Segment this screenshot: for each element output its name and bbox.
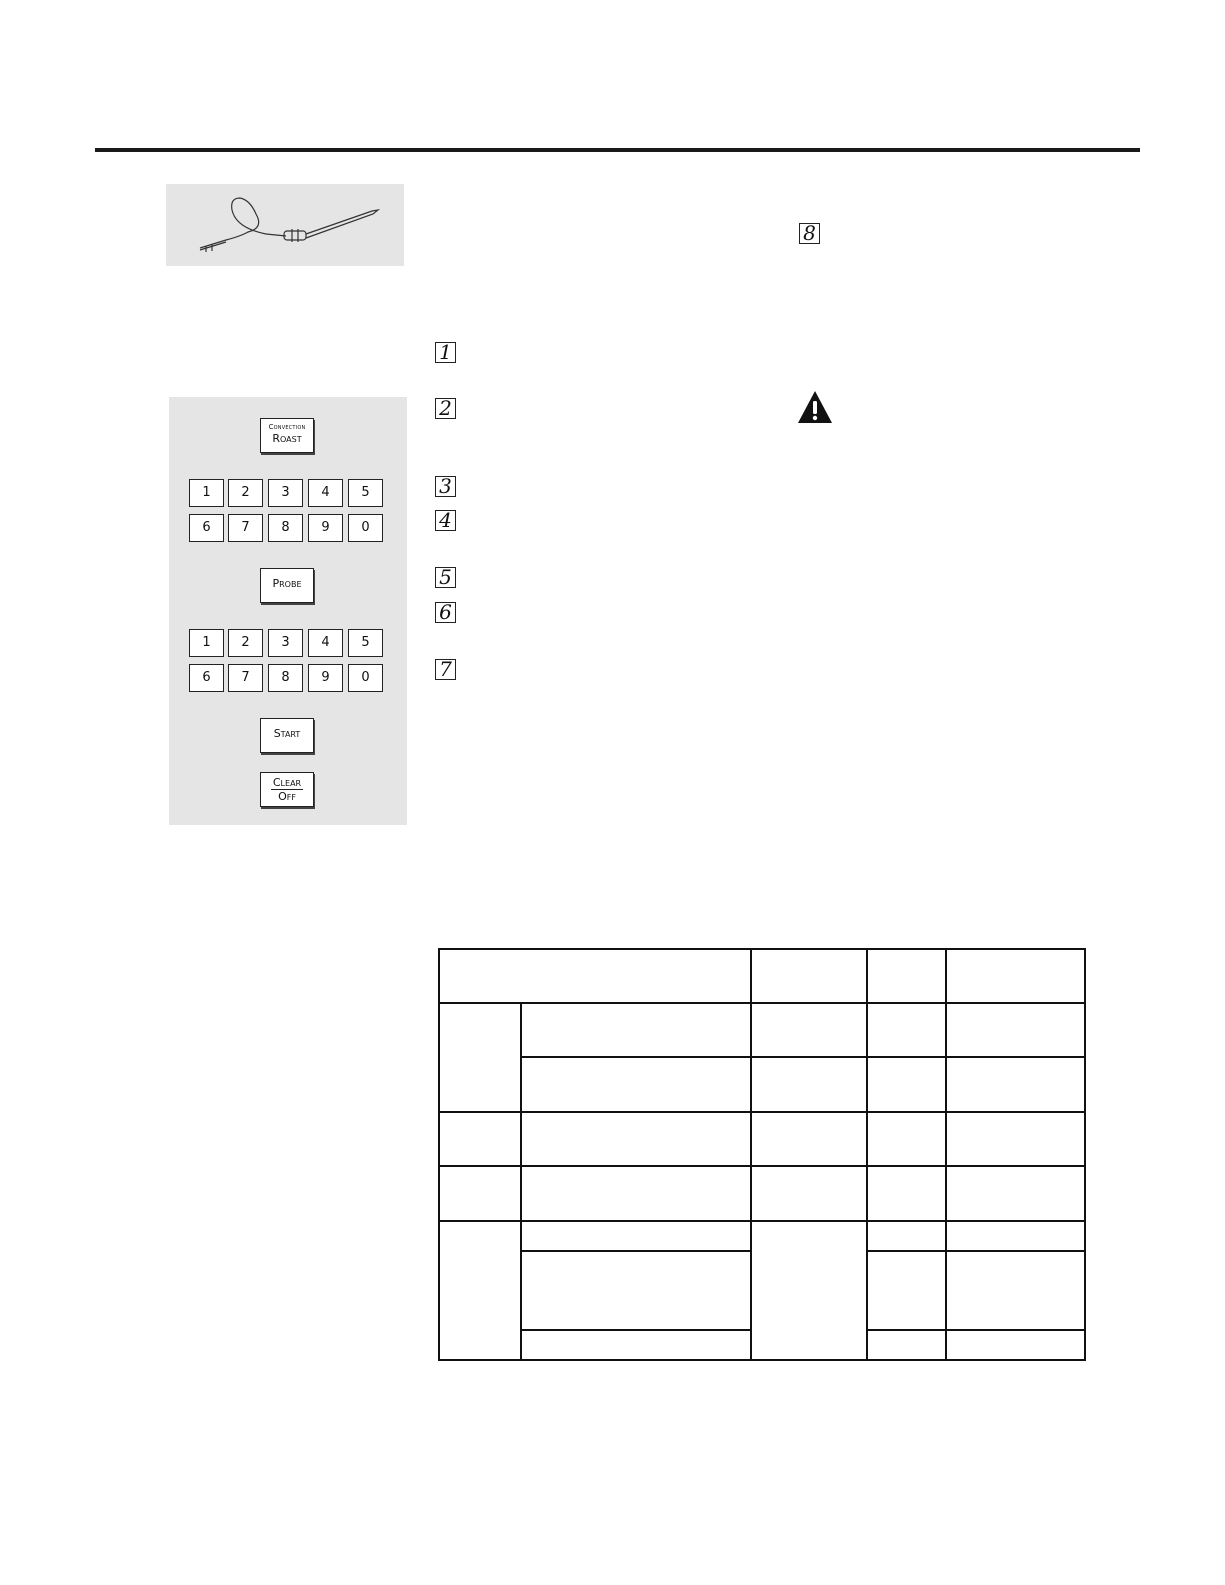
step-3-marker: 3 (435, 476, 456, 497)
probe-label: Probe (272, 577, 302, 590)
keypad1-key-0[interactable]: 0 (348, 514, 383, 542)
convection-roast-label-2: Roast (272, 432, 302, 445)
step-6-marker: 6 (435, 602, 456, 623)
keypad1-key-3[interactable]: 3 (268, 479, 303, 507)
step-7-marker: 7 (435, 659, 456, 680)
keypad2-key-5[interactable]: 5 (348, 629, 383, 657)
keypad2-key-8[interactable]: 8 (268, 664, 303, 692)
keypad2-key-0[interactable]: 0 (348, 664, 383, 692)
keypad2-key-4[interactable]: 4 (308, 629, 343, 657)
step-2-marker: 2 (435, 398, 456, 419)
keypad2-key-2[interactable]: 2 (228, 629, 263, 657)
keypad1-key-4[interactable]: 4 (308, 479, 343, 507)
start-label: Start (273, 727, 301, 740)
step-8-marker: 8 (799, 223, 820, 244)
keypad2-key-6[interactable]: 6 (189, 664, 224, 692)
step-4-marker: 4 (435, 510, 456, 531)
keypad2-key-3[interactable]: 3 (268, 629, 303, 657)
convection-roast-label-1: Convection (268, 423, 306, 431)
keypad1-key-9[interactable]: 9 (308, 514, 343, 542)
keypad2-key-1[interactable]: 1 (189, 629, 224, 657)
keypad2-key-7[interactable]: 7 (228, 664, 263, 692)
off-label: Off (271, 789, 303, 803)
step-5-marker: 5 (435, 567, 456, 588)
keypad1-key-7[interactable]: 7 (228, 514, 263, 542)
keypad1-key-2[interactable]: 2 (228, 479, 263, 507)
keypad2-key-9[interactable]: 9 (308, 664, 343, 692)
keypad1-key-1[interactable]: 1 (189, 479, 224, 507)
clear-label: Clear (272, 776, 302, 789)
keypad1-key-8[interactable]: 8 (268, 514, 303, 542)
step-1-marker: 1 (435, 342, 456, 363)
keypad1-key-5[interactable]: 5 (348, 479, 383, 507)
keypad1-key-6[interactable]: 6 (189, 514, 224, 542)
